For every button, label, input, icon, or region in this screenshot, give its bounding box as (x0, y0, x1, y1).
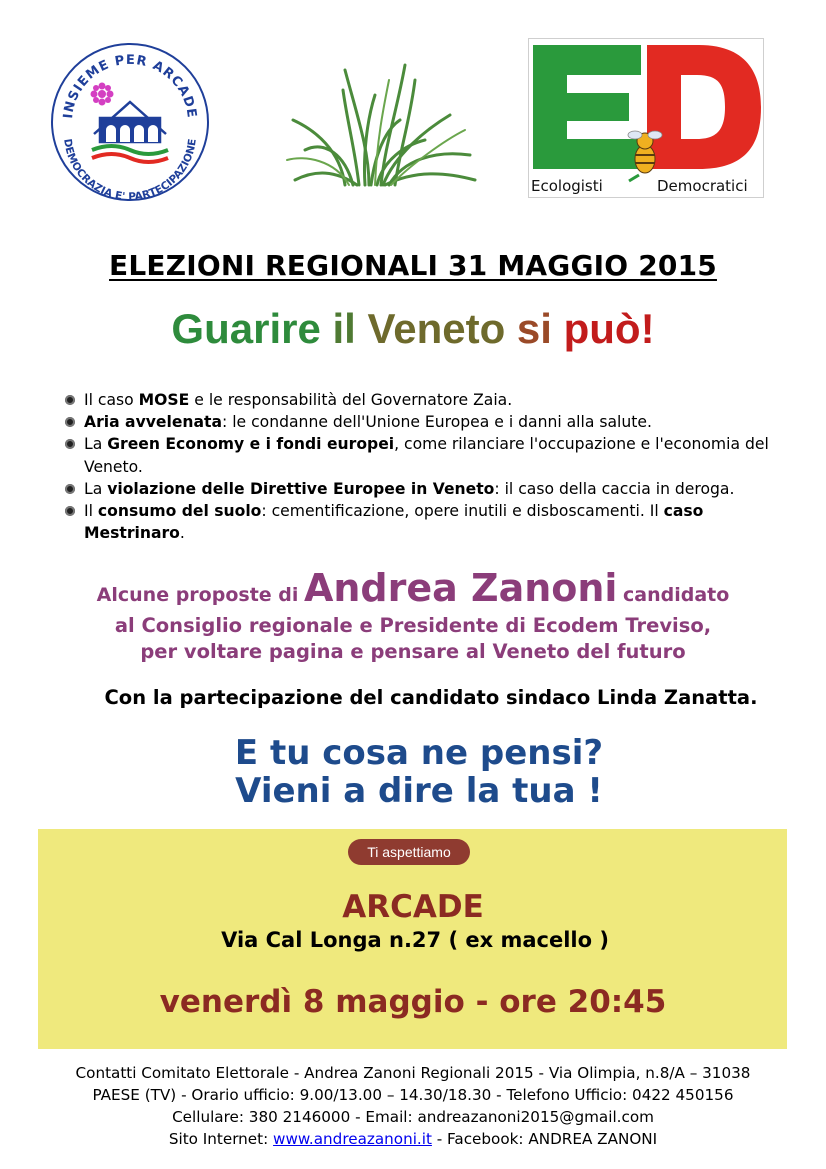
reeds-illustration (285, 60, 480, 190)
headline-word: può! (563, 305, 655, 352)
topic-text: La (84, 479, 108, 498)
facebook-text: - Facebook: ANDREA ZANONI (431, 1130, 658, 1148)
topic-emphasis: Aria avvelenata (84, 413, 223, 432)
topic-text: , come rilanciare l'occupazione e l'economia del Veneto. (84, 435, 769, 476)
proposal-suffix: candidato (623, 584, 730, 606)
proposal-prefix: Alcune proposte di (96, 584, 299, 606)
contacts-line2: PAESE (TV) - Orario ufficio: 9.00/13.00 – 14.30/18.30 - Telefono Ufficio: 0422 450156 (92, 1086, 734, 1104)
election-title (0, 249, 826, 282)
ecodem-word1: Ecologisti (531, 177, 603, 195)
topic-emphasis: MOSE (138, 391, 190, 409)
ecologisti-democratici-logo (528, 38, 764, 198)
election-title-text: ELEZIONI REGIONALI 31 MAGGIO 2015 (109, 249, 717, 282)
headline-word: il (332, 305, 356, 352)
insieme-per-arcade-logo (50, 42, 210, 202)
headline-word: Guarire (171, 305, 321, 352)
proposal-line (0, 566, 826, 610)
topic-emphasis: Green Economy e i fondi europei (107, 435, 395, 454)
topic-text: Il (84, 502, 98, 521)
event-place: ARCADE (342, 889, 484, 925)
topic-text: Il caso (84, 391, 139, 409)
question-line2: Vieni a dire la tua ! (235, 771, 603, 811)
headline (0, 305, 826, 353)
contacts-line1: Contatti Comitato Elettorale - Andrea Zanoni Regionali 2015 - Via Olimpia, n.8/A – 31038 (75, 1064, 751, 1082)
topic-text: : le condanne dell'Unione Europea e i danni alla salute. (222, 413, 652, 432)
topics-list (64, 389, 784, 544)
topic-emphasis: violazione delle Direttive Europee in Veneto (107, 479, 495, 498)
contacts-line3: Cellulare: 380 2146000 - Email: andreazanoni2015@gmail.com (172, 1108, 654, 1126)
topic-item (64, 478, 784, 500)
topic-emphasis: caso Mestrinaro (84, 502, 704, 543)
topic-text: : cementificazione, opere inutili e disboscamenti. Il (261, 502, 664, 521)
question-line1: E tu cosa ne pensi? (234, 733, 604, 773)
logo-bottom-text: DEMOCRAZIA E' PARTECIPAZIONE (61, 137, 199, 202)
proposal-purpose: per voltare pagina e pensare al Veneto del futuro (140, 640, 686, 663)
event-datetime: venerdì 8 maggio - ore 20:45 (159, 984, 667, 1020)
candidate-name: Andrea Zanoni (303, 566, 618, 610)
topic-text: . (179, 524, 185, 543)
site-label: Sito Internet: (168, 1130, 274, 1148)
topic-text: La (84, 435, 108, 454)
invite-badge: Ti aspettiamo (348, 839, 470, 865)
topic-text: e le responsabilità del Governatore Zaia. (189, 391, 513, 409)
topic-item (64, 411, 784, 433)
ecodem-word2: Democratici (657, 177, 748, 195)
topic-item (64, 389, 784, 411)
proposal-role: al Consiglio regionale e Presidente di Ecodem Treviso, (114, 614, 712, 637)
participation-note: Con la partecipazione del candidato sindaco Linda Zanatta. (104, 686, 758, 709)
logo-top-text: INSIEME PER ARCADE (61, 52, 200, 120)
website-link[interactable]: www.andreazanoni.it (273, 1130, 432, 1148)
topic-text: : il caso della caccia in deroga. (494, 479, 735, 498)
event-address: Via Cal Longa n.27 ( ex macello ) (221, 928, 609, 952)
contacts-line4 (0, 1128, 826, 1150)
contacts-footer (0, 1062, 826, 1150)
topic-emphasis: consumo del suolo (97, 502, 262, 521)
topic-item (64, 500, 784, 544)
headline-word: Veneto (367, 305, 506, 352)
topic-item (64, 433, 784, 477)
headline-word: si (516, 305, 552, 352)
